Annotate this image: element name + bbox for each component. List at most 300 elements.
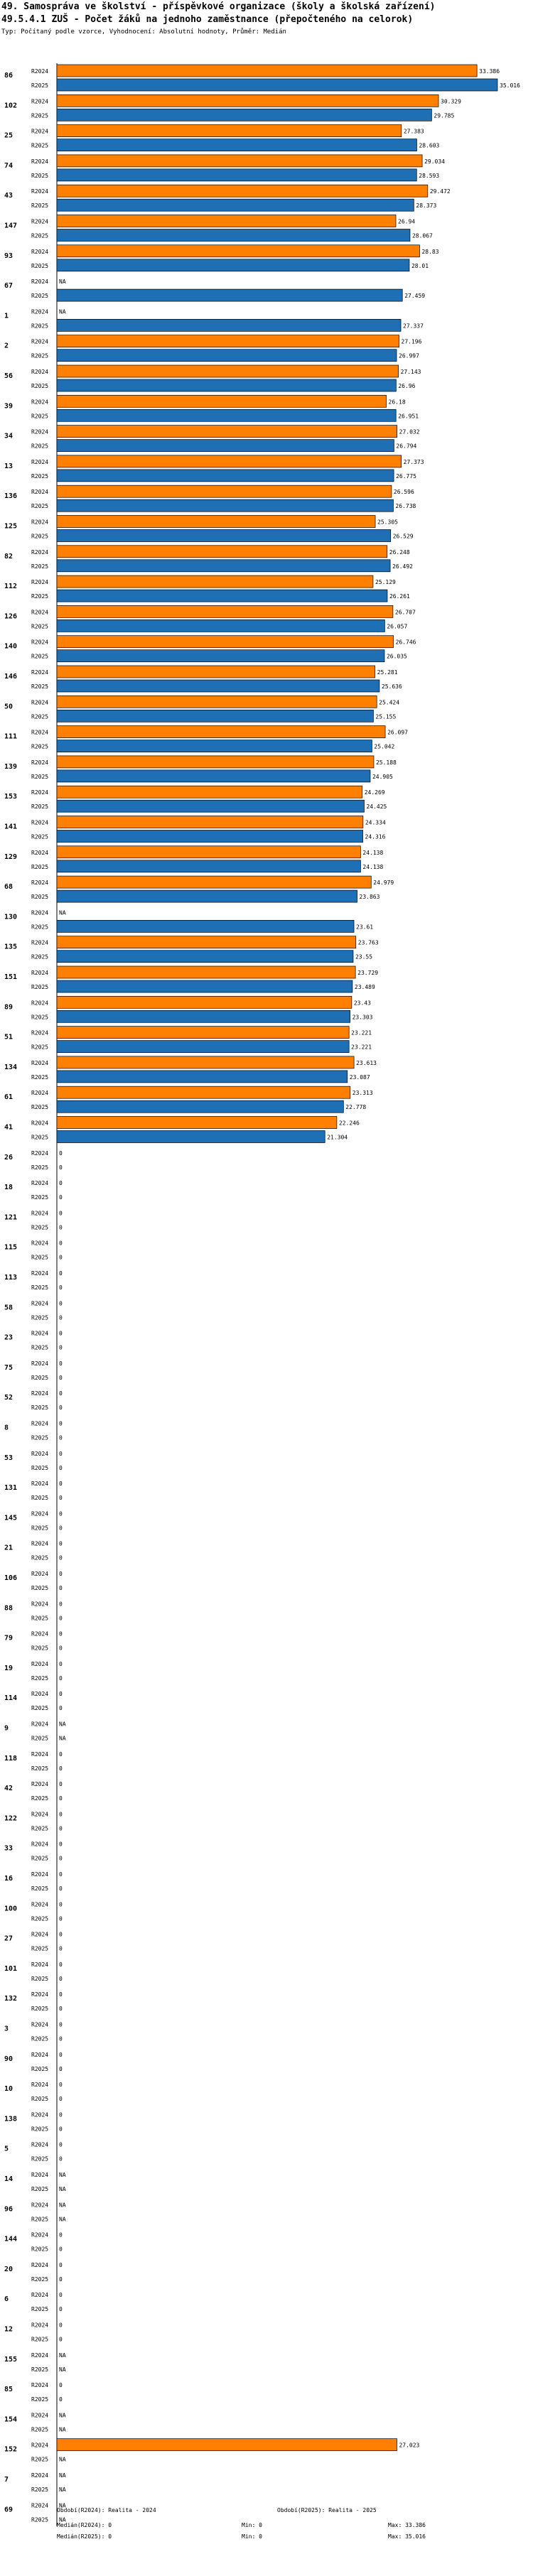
group-label: 41: [4, 1123, 14, 1132]
value-label: 0: [59, 1284, 63, 1291]
series-label: R2025: [31, 1194, 49, 1201]
bar-r2025: [57, 289, 402, 301]
footer-max-2025: Max: 35.016: [388, 2533, 426, 2540]
group-label: 8: [4, 1424, 9, 1432]
value-label: 21.304: [327, 1134, 348, 1141]
series-label: R2024: [31, 2051, 49, 2058]
group-label: 13: [4, 462, 14, 470]
value-label: 0: [59, 2111, 63, 2118]
series-label: R2024: [31, 1240, 49, 1247]
series-label: R2025: [31, 1284, 49, 1291]
series-label: R2024: [31, 1450, 49, 1457]
value-label: 29.034: [424, 158, 445, 165]
group-label: 61: [4, 1093, 14, 1102]
value-label: 0: [59, 1705, 63, 1712]
group-label: 12: [4, 2325, 14, 2334]
bar-r2025: [57, 440, 394, 452]
group-label: 21: [4, 1544, 14, 1552]
series-label: R2024: [31, 1420, 49, 1427]
value-label: 27.023: [399, 2442, 420, 2449]
na-label: NA: [59, 2456, 66, 2463]
series-label: R2025: [31, 112, 49, 119]
group-label: 3: [4, 2025, 9, 2033]
value-label: 0: [59, 2231, 63, 2239]
value-label: 22.246: [338, 1120, 360, 1127]
value-label: 24.269: [364, 789, 385, 796]
series-label: R2025: [31, 2096, 49, 2103]
footer-min-2024: Min: 0: [242, 2522, 262, 2528]
series-label: R2025: [31, 984, 49, 990]
series-label: R2024: [31, 2382, 49, 2389]
group-label: 5: [4, 2145, 9, 2153]
series-label: R2025: [31, 1795, 49, 1802]
bar-r2025: [57, 890, 357, 902]
series-label: R2024: [31, 1300, 49, 1307]
series-label: R2025: [31, 1495, 49, 1502]
group-label: 42: [4, 1785, 14, 1793]
series-label: R2025: [31, 1945, 49, 1952]
value-label: 0: [59, 2155, 63, 2163]
value-label: 28.593: [419, 172, 440, 179]
bar-r2025: [57, 830, 363, 843]
series-label: R2024: [31, 2472, 49, 2479]
value-label: 0: [59, 1945, 63, 1952]
na-label: NA: [59, 1735, 66, 1742]
value-label: 23.087: [349, 1073, 370, 1081]
series-label: R2025: [31, 1615, 49, 1622]
value-label: 0: [59, 1765, 63, 1772]
value-label: 0: [59, 1660, 63, 1667]
value-label: 0: [59, 1674, 63, 1682]
value-label: 0: [59, 2336, 63, 2343]
series-label: R2025: [31, 383, 49, 389]
series-label: R2025: [31, 82, 49, 89]
value-label: 0: [59, 1571, 63, 1577]
value-label: 0: [59, 1464, 63, 1471]
series-label: R2024: [31, 1750, 49, 1758]
group-label: 138: [4, 2115, 18, 2123]
group-label: 25: [4, 131, 14, 140]
bar-r2025: [57, 530, 391, 542]
bar-r2024: [57, 125, 402, 137]
group-label: 20: [4, 2265, 14, 2273]
bar-r2024: [57, 426, 397, 438]
na-label: NA: [59, 2472, 66, 2479]
series-label: R2025: [31, 2065, 49, 2072]
value-label: 0: [59, 1374, 63, 1381]
series-label: R2024: [31, 2442, 49, 2449]
value-label: 0: [59, 1885, 63, 1892]
series-label: R2025: [31, 2216, 49, 2223]
value-label: 23.43: [353, 1000, 371, 1007]
group-label: 19: [4, 1664, 14, 1672]
group-label: 145: [4, 1514, 18, 1522]
series-label: R2025: [31, 563, 49, 570]
bar-r2025: [57, 139, 416, 151]
value-label: 28.83: [421, 248, 439, 255]
na-label: NA: [59, 2426, 66, 2433]
value-label: 0: [59, 1961, 63, 1968]
value-label: 27.337: [403, 323, 424, 330]
group-label: 75: [4, 1363, 14, 1372]
value-label: 0: [59, 1481, 63, 1488]
value-label: 33.386: [479, 68, 500, 75]
footer-median-2025: Medián(R2025): 0: [57, 2533, 112, 2540]
value-label: 0: [59, 1149, 63, 1157]
bar-r2024: [57, 816, 363, 828]
bar-r2025: [57, 379, 396, 391]
series-label: R2024: [31, 759, 49, 766]
series-label: R2024: [31, 1360, 49, 1367]
value-label: 26.492: [392, 563, 413, 570]
group-label: 155: [4, 2355, 18, 2364]
value-label: 30.329: [441, 98, 461, 105]
value-label: 0: [59, 2021, 63, 2028]
bar-r2024: [57, 575, 373, 588]
value-label: 23.221: [351, 1029, 372, 1037]
group-label: 16: [4, 1875, 14, 1883]
value-label: 0: [59, 2261, 63, 2268]
value-label: 25.636: [381, 683, 402, 690]
footer-max-2024: Max: 33.386: [388, 2522, 426, 2528]
series-label: R2024: [31, 2021, 49, 2028]
series-label: R2025: [31, 2006, 49, 2013]
series-label: R2024: [31, 1270, 49, 1277]
series-label: R2024: [31, 1510, 49, 1517]
series-label: R2024: [31, 248, 49, 255]
series-label: R2025: [31, 683, 49, 690]
series-label: R2025: [31, 1674, 49, 1682]
series-label: R2025: [31, 1735, 49, 1742]
group-label: 118: [4, 1754, 18, 1763]
group-label: 26: [4, 1153, 14, 1162]
value-label: 24.138: [362, 849, 384, 856]
value-label: 23.221: [351, 1044, 372, 1051]
series-label: R2025: [31, 1885, 49, 1892]
bar-r2025: [57, 740, 372, 752]
series-label: R2024: [31, 1961, 49, 1968]
value-label: 0: [59, 1525, 63, 1532]
series-label: R2025: [31, 1014, 49, 1021]
value-label: 23.729: [357, 970, 379, 976]
series-label: R2025: [31, 1434, 49, 1441]
series-label: R2025: [31, 472, 49, 480]
bar-r2025: [57, 79, 497, 91]
group-label: 114: [4, 1694, 18, 1703]
group-label: 56: [4, 372, 14, 380]
group-label: 52: [4, 1394, 14, 1402]
value-label: 0: [59, 2396, 63, 2403]
footer-min-2025: Min: 0: [242, 2533, 262, 2540]
series-label: R2024: [31, 699, 49, 706]
group-label: 79: [4, 1634, 14, 1643]
group-label: 23: [4, 1333, 14, 1342]
group-label: 93: [4, 251, 14, 260]
value-label: 35.016: [500, 82, 520, 89]
series-label: R2024: [31, 2231, 49, 2239]
value-label: 28.603: [419, 142, 440, 149]
series-label: R2024: [31, 639, 49, 646]
series-label: R2025: [31, 653, 49, 660]
value-label: 0: [59, 1434, 63, 1441]
bar-r2024: [57, 726, 385, 738]
group-label: 129: [4, 853, 18, 861]
value-label: 26.794: [396, 443, 417, 450]
value-label: 0: [59, 1915, 63, 1922]
bar-r2025: [57, 710, 373, 722]
bar-r2025: [57, 1041, 349, 1053]
series-label: R2025: [31, 833, 49, 840]
series-label: R2025: [31, 1464, 49, 1471]
series-label: R2025: [31, 1645, 49, 1652]
series-label: R2025: [31, 894, 49, 901]
group-label: 10: [4, 2085, 14, 2094]
series-label: R2024: [31, 789, 49, 796]
group-label: 74: [4, 161, 14, 170]
series-label: R2025: [31, 323, 49, 330]
group-label: 67: [4, 282, 14, 291]
series-label: R2024: [31, 2412, 49, 2419]
value-label: 26.261: [389, 593, 410, 600]
series-label: R2025: [31, 2426, 49, 2433]
series-label: R2024: [31, 1781, 49, 1788]
series-label: R2025: [31, 593, 49, 600]
group-label: 121: [4, 1213, 18, 1222]
series-label: R2025: [31, 2126, 49, 2133]
series-label: R2024: [31, 98, 49, 105]
value-label: 0: [59, 1180, 63, 1187]
bar-r2025: [57, 1071, 348, 1083]
series-label: R2024: [31, 1841, 49, 1848]
value-label: 0: [59, 2065, 63, 2072]
bar-r2025: [57, 319, 401, 331]
group-label: 33: [4, 1844, 14, 1853]
bar-r2024: [57, 1086, 350, 1098]
value-label: 29.472: [429, 188, 451, 195]
chart-subtitle: 49.5.4.1 ZUŠ - Počet žáků na jednoho zaměstnance (přepočteného na celorok): [1, 14, 414, 25]
bar-r2024: [57, 2439, 397, 2451]
series-label: R2025: [31, 2275, 49, 2283]
value-label: 26.057: [387, 623, 408, 630]
value-label: 0: [59, 1390, 63, 1397]
series-label: R2024: [31, 1931, 49, 1938]
bar-r2025: [57, 499, 393, 512]
value-label: 0: [59, 1585, 63, 1591]
series-label: R2024: [31, 819, 49, 826]
na-label: NA: [59, 2502, 66, 2509]
series-label: R2025: [31, 1314, 49, 1321]
series-label: R2025: [31, 1975, 49, 1982]
series-label: R2024: [31, 1120, 49, 1127]
value-label: 24.425: [366, 803, 387, 811]
group-label: 106: [4, 1574, 18, 1582]
group-label: 134: [4, 1063, 18, 1071]
value-label: 23.489: [354, 984, 375, 990]
value-label: 25.042: [374, 743, 395, 750]
series-label: R2024: [31, 1210, 49, 1217]
series-label: R2025: [31, 262, 49, 269]
series-label: R2025: [31, 1374, 49, 1381]
value-label: 0: [59, 1314, 63, 1321]
series-label: R2024: [31, 579, 49, 586]
bar-r2025: [57, 350, 397, 362]
bar-r2025: [57, 619, 384, 632]
group-label: 90: [4, 2055, 14, 2063]
group-label: 102: [4, 102, 18, 110]
bar-r2024: [57, 786, 362, 798]
series-label: R2024: [31, 609, 49, 616]
series-label: R2024: [31, 909, 49, 916]
group-label: 96: [4, 2205, 14, 2214]
value-label: 26.951: [398, 413, 419, 420]
value-label: 24.905: [372, 773, 393, 780]
bar-r2024: [57, 546, 387, 558]
series-label: R2025: [31, 2035, 49, 2042]
value-label: 27.032: [399, 428, 420, 435]
series-label: R2025: [31, 743, 49, 750]
series-label: R2025: [31, 142, 49, 149]
value-label: 24.316: [365, 833, 386, 840]
na-label: NA: [59, 2186, 66, 2192]
series-label: R2025: [31, 1554, 49, 1562]
value-label: 0: [59, 1991, 63, 1998]
value-label: 27.383: [403, 128, 424, 135]
series-label: R2024: [31, 1000, 49, 1007]
series-label: R2025: [31, 1104, 49, 1111]
series-label: R2025: [31, 1073, 49, 1081]
value-label: 0: [59, 1210, 63, 1217]
value-label: 26.775: [396, 472, 416, 480]
group-label: 126: [4, 612, 18, 621]
footer-obdobi-2024: Období(R2024): Realita - 2024: [57, 2507, 156, 2513]
series-label: R2025: [31, 1405, 49, 1412]
value-label: 0: [59, 1825, 63, 1832]
series-label: R2024: [31, 1029, 49, 1037]
value-label: 0: [59, 1300, 63, 1307]
value-label: 0: [59, 1270, 63, 1277]
value-label: 0: [59, 1194, 63, 1201]
group-label: 7: [4, 2476, 9, 2484]
series-label: R2025: [31, 2456, 49, 2463]
bar-r2024: [57, 455, 402, 467]
value-label: 28.01: [411, 262, 429, 269]
na-label: NA: [59, 308, 66, 315]
group-label: 130: [4, 913, 18, 921]
bar-r2025: [57, 470, 394, 482]
value-label: 0: [59, 1450, 63, 1457]
group-label: 147: [4, 222, 18, 230]
series-label: R2024: [31, 308, 49, 315]
value-label: 23.613: [356, 1059, 377, 1066]
bar-r2024: [57, 335, 399, 347]
series-label: R2025: [31, 1134, 49, 1141]
series-label: R2024: [31, 1991, 49, 1998]
group-label: 101: [4, 1964, 18, 1973]
series-label: R2025: [31, 1224, 49, 1231]
group-label: 58: [4, 1304, 14, 1312]
series-label: R2025: [31, 623, 49, 630]
value-label: 25.305: [377, 519, 398, 526]
series-label: R2024: [31, 158, 49, 165]
group-label: 154: [4, 2415, 18, 2424]
series-label: R2024: [31, 1390, 49, 1397]
series-label: R2025: [31, 202, 49, 210]
group-label: 27: [4, 1934, 14, 1943]
group-label: 89: [4, 1003, 14, 1012]
bar-r2024: [57, 1027, 349, 1039]
value-label: 0: [59, 1344, 63, 1351]
value-label: 0: [59, 1855, 63, 1862]
series-label: R2025: [31, 1855, 49, 1862]
series-label: R2024: [31, 2322, 49, 2329]
series-label: R2024: [31, 338, 49, 345]
group-label: 51: [4, 1033, 14, 1041]
footer-obdobi-2025: Období(R2025): Realita - 2025: [277, 2507, 377, 2513]
value-label: 0: [59, 1975, 63, 1982]
value-label: 26.746: [395, 639, 416, 646]
series-label: R2024: [31, 2292, 49, 2299]
series-label: R2025: [31, 803, 49, 811]
series-label: R2024: [31, 880, 49, 887]
series-label: R2025: [31, 1915, 49, 1922]
bar-r2024: [57, 636, 394, 648]
series-label: R2025: [31, 1044, 49, 1051]
value-label: 26.707: [394, 609, 416, 616]
value-label: 25.188: [375, 759, 397, 766]
series-label: R2024: [31, 458, 49, 465]
series-label: R2025: [31, 2486, 49, 2493]
bar-r2025: [57, 680, 379, 692]
series-label: R2024: [31, 849, 49, 856]
value-label: 0: [59, 2382, 63, 2389]
bar-r2025: [57, 1131, 325, 1143]
value-label: 27.196: [401, 338, 422, 345]
bar-r2025: [57, 860, 360, 872]
value-label: 26.097: [387, 729, 408, 736]
series-label: R2024: [31, 1901, 49, 1908]
value-label: 23.55: [355, 953, 373, 960]
series-label: R2025: [31, 2336, 49, 2343]
na-label: NA: [59, 2202, 66, 2209]
series-label: R2024: [31, 1090, 49, 1097]
bar-r2024: [57, 666, 375, 678]
bar-r2024: [57, 936, 356, 948]
value-label: 0: [59, 2096, 63, 2103]
group-label: 9: [4, 1724, 9, 1733]
series-label: R2024: [31, 548, 49, 556]
series-label: R2025: [31, 2306, 49, 2313]
series-label: R2024: [31, 1540, 49, 1547]
value-label: 23.763: [357, 939, 379, 946]
value-label: 28.373: [416, 202, 437, 210]
na-label: NA: [59, 2216, 66, 2223]
series-label: R2025: [31, 2516, 49, 2523]
series-label: R2024: [31, 1149, 49, 1157]
value-label: 0: [59, 1405, 63, 1412]
group-label: 86: [4, 72, 14, 80]
value-label: 0: [59, 1630, 63, 1638]
group-label: 132: [4, 1995, 18, 2003]
bar-r2024: [57, 1056, 354, 1068]
series-label: R2025: [31, 443, 49, 450]
na-label: NA: [59, 2486, 66, 2493]
group-label: 136: [4, 492, 18, 501]
series-label: R2024: [31, 278, 49, 286]
bar-r2025: [57, 109, 431, 121]
series-label: R2024: [31, 1871, 49, 1878]
series-label: R2024: [31, 970, 49, 976]
group-label: 100: [4, 1905, 18, 1913]
